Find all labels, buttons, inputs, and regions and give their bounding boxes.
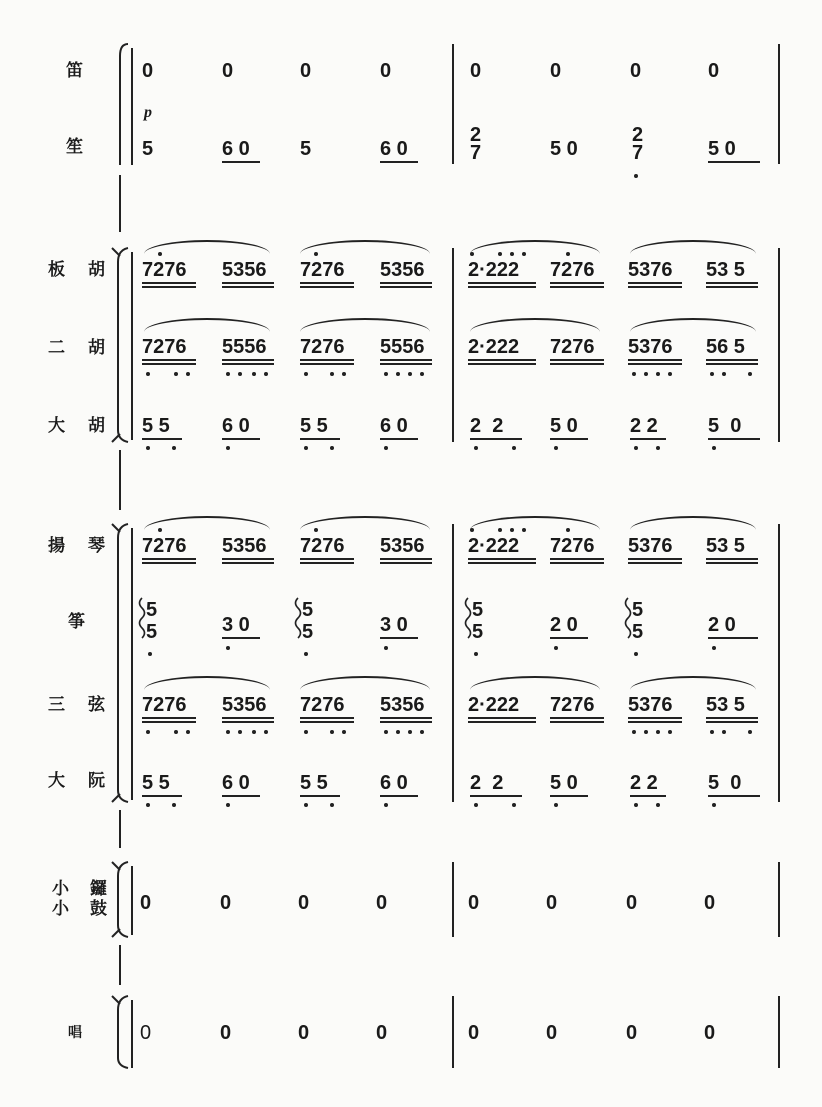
low-dot bbox=[330, 730, 334, 734]
low-dot bbox=[384, 730, 388, 734]
low-dot bbox=[148, 652, 152, 656]
label-di: 笛 bbox=[66, 61, 83, 81]
double-underline bbox=[142, 717, 196, 723]
note-daruan-3: 5 5 bbox=[300, 772, 328, 794]
note-sanxian-8: 53 5 bbox=[706, 694, 745, 716]
note-zheng-8: 2 0 bbox=[708, 614, 736, 636]
note-sheng-5: 2 7 bbox=[470, 124, 482, 164]
low-dot bbox=[634, 652, 638, 656]
note-dahu-5: 2 2 bbox=[470, 415, 504, 437]
underline bbox=[222, 637, 260, 639]
underline bbox=[380, 795, 418, 797]
low-dot bbox=[384, 646, 388, 650]
note-yangqin-1: 7276 bbox=[142, 535, 187, 557]
low-dot bbox=[396, 730, 400, 734]
note-daruan-4: 6 0 bbox=[380, 772, 408, 794]
label-dahu-2: 胡 bbox=[88, 416, 105, 436]
low-dot bbox=[252, 730, 256, 734]
low-dot bbox=[146, 803, 150, 807]
low-dot bbox=[554, 646, 558, 650]
note-yangqin-6: 7276 bbox=[550, 535, 595, 557]
low-dot bbox=[474, 652, 478, 656]
note-sanxian-5: 2·222 bbox=[468, 694, 520, 716]
note-zheng-4: 3 0 bbox=[380, 614, 408, 636]
note-sheng-2: 6 0 bbox=[222, 138, 250, 160]
note-dahu-3: 5 5 bbox=[300, 415, 328, 437]
low-dot bbox=[656, 730, 660, 734]
underline bbox=[222, 795, 260, 797]
note-banhu-3: 7276 bbox=[300, 259, 345, 281]
low-dot bbox=[748, 730, 752, 734]
low-dot bbox=[474, 803, 478, 807]
double-underline bbox=[628, 717, 682, 723]
note-banhu-4: 5356 bbox=[380, 259, 425, 281]
note-sanxian-4: 5356 bbox=[380, 694, 425, 716]
note-chang-3: 0 bbox=[298, 1022, 310, 1044]
note-chang-4: 0 bbox=[376, 1022, 388, 1044]
note-dahu-4: 6 0 bbox=[380, 415, 408, 437]
low-dot bbox=[512, 803, 516, 807]
note-banhu-2: 5356 bbox=[222, 259, 267, 281]
note-zheng-1b: 5 bbox=[146, 621, 158, 643]
note-sanxian-6: 7276 bbox=[550, 694, 595, 716]
note-sheng-3: 5 bbox=[300, 138, 312, 160]
note-zheng-1a: 5 bbox=[146, 599, 158, 621]
note-perc-4: 0 bbox=[376, 892, 388, 914]
low-dot bbox=[712, 803, 716, 807]
note-zheng-7b: 5 bbox=[632, 621, 644, 643]
low-dot bbox=[172, 803, 176, 807]
low-dot bbox=[238, 730, 242, 734]
low-dot bbox=[304, 652, 308, 656]
label-xiaogu-2: 鼓 bbox=[90, 899, 107, 919]
underline bbox=[300, 795, 340, 797]
note-dahu-2: 6 0 bbox=[222, 415, 250, 437]
double-underline bbox=[468, 717, 536, 723]
underline bbox=[550, 637, 588, 639]
note-daruan-2: 6 0 bbox=[222, 772, 250, 794]
note-zheng-3a: 5 bbox=[302, 599, 314, 621]
label-erhu-2: 胡 bbox=[88, 338, 105, 358]
note-sheng-7: 2 7 bbox=[632, 124, 644, 164]
note-erhu-8: 56 5 bbox=[706, 336, 745, 358]
note-chang-6: 0 bbox=[546, 1022, 558, 1044]
note-sanxian-2: 5356 bbox=[222, 694, 267, 716]
note-daruan-6: 5 0 bbox=[550, 772, 578, 794]
note-perc-3: 0 bbox=[298, 892, 310, 914]
underline bbox=[380, 637, 418, 639]
low-dot bbox=[264, 730, 268, 734]
note-erhu-7: 5376 bbox=[628, 336, 673, 358]
label-daruan-1: 大 bbox=[48, 771, 65, 791]
double-underline bbox=[380, 717, 432, 723]
label-xiaoluo-2: 鑼 bbox=[90, 879, 107, 899]
label-yangqin-1: 揚 bbox=[48, 536, 65, 556]
note-sheng-1: 5 bbox=[142, 138, 154, 160]
label-chang: 唱 bbox=[68, 1025, 82, 1041]
low-dot bbox=[226, 803, 230, 807]
note-yangqin-2: 5356 bbox=[222, 535, 267, 557]
note-chang-5: 0 bbox=[468, 1022, 480, 1044]
note-banhu-6: 7276 bbox=[550, 259, 595, 281]
note-di-3: 0 bbox=[300, 60, 312, 82]
low-dot bbox=[712, 646, 716, 650]
low-dot bbox=[668, 730, 672, 734]
label-daruan-2: 阮 bbox=[88, 771, 105, 791]
low-dot bbox=[330, 803, 334, 807]
low-dot bbox=[656, 803, 660, 807]
double-underline bbox=[300, 717, 354, 723]
label-banhu-1: 板 bbox=[48, 260, 65, 280]
note-perc-1: 0 bbox=[140, 892, 152, 914]
low-dot bbox=[722, 730, 726, 734]
note-erhu-5: 2·222 bbox=[468, 336, 520, 358]
note-erhu-6: 7276 bbox=[550, 336, 595, 358]
low-dot bbox=[554, 803, 558, 807]
note-di-1: 0 bbox=[142, 60, 154, 82]
note-sanxian-3: 7276 bbox=[300, 694, 345, 716]
low-dot bbox=[226, 730, 230, 734]
note-sheng-8: 5 0 bbox=[708, 138, 736, 160]
note-erhu-2: 5556 bbox=[222, 336, 267, 358]
low-dot bbox=[304, 803, 308, 807]
note-banhu-8: 53 5 bbox=[706, 259, 745, 281]
note-sanxian-1: 7276 bbox=[142, 694, 187, 716]
low-dot bbox=[420, 730, 424, 734]
note-di-8: 0 bbox=[708, 60, 720, 82]
note-yangqin-5: 2·222 bbox=[468, 535, 520, 557]
underline bbox=[708, 795, 760, 797]
note-daruan-1: 5 5 bbox=[142, 772, 170, 794]
low-dot bbox=[408, 730, 412, 734]
label-erhu-1: 二 bbox=[48, 338, 65, 358]
label-dahu-1: 大 bbox=[48, 416, 65, 436]
label-sanxian-1: 三 bbox=[48, 695, 65, 715]
note-dahu-6: 5 0 bbox=[550, 415, 578, 437]
low-dot bbox=[186, 730, 190, 734]
note-dahu-1: 5 5 bbox=[142, 415, 170, 437]
note-daruan-5: 2 2 bbox=[470, 772, 504, 794]
label-xiaogu-1: 小 bbox=[52, 899, 69, 919]
note-zheng-2: 3 0 bbox=[222, 614, 250, 636]
note-di-6: 0 bbox=[550, 60, 562, 82]
dynamic-marking: p bbox=[144, 104, 152, 121]
underline bbox=[142, 795, 182, 797]
underline bbox=[708, 637, 758, 639]
note-sheng-4: 6 0 bbox=[380, 138, 408, 160]
note-chang-7: 0 bbox=[626, 1022, 638, 1044]
note-daruan-7: 2 2 bbox=[630, 772, 658, 794]
note-perc-8: 0 bbox=[704, 892, 716, 914]
note-chang-2: 0 bbox=[220, 1022, 232, 1044]
low-dot bbox=[644, 730, 648, 734]
low-dot bbox=[632, 730, 636, 734]
label-banhu-2: 胡 bbox=[88, 260, 105, 280]
note-yangqin-3: 7276 bbox=[300, 535, 345, 557]
note-zheng-7a: 5 bbox=[632, 599, 644, 621]
low-dot bbox=[146, 730, 150, 734]
note-banhu-7: 5376 bbox=[628, 259, 673, 281]
note-zheng-5a: 5 bbox=[472, 599, 484, 621]
note-yangqin-7: 5376 bbox=[628, 535, 673, 557]
note-zheng-6: 2 0 bbox=[550, 614, 578, 636]
note-erhu-1: 7276 bbox=[142, 336, 187, 358]
note-chang-1: 0 bbox=[140, 1022, 152, 1044]
note-yangqin-4: 5356 bbox=[380, 535, 425, 557]
note-sanxian-7: 5376 bbox=[628, 694, 673, 716]
note-sheng-6: 5 0 bbox=[550, 138, 578, 160]
low-dot bbox=[710, 730, 714, 734]
low-dot bbox=[634, 803, 638, 807]
underline bbox=[550, 795, 588, 797]
double-underline bbox=[706, 717, 758, 723]
note-banhu-1: 7276 bbox=[142, 259, 187, 281]
note-dahu-8: 5 0 bbox=[708, 415, 742, 437]
note-chang-8: 0 bbox=[704, 1022, 716, 1044]
label-sheng: 笙 bbox=[66, 137, 83, 157]
label-yangqin-2: 琴 bbox=[88, 536, 105, 556]
double-underline bbox=[222, 717, 274, 723]
underline bbox=[470, 795, 522, 797]
note-perc-7: 0 bbox=[626, 892, 638, 914]
note-perc-5: 0 bbox=[468, 892, 480, 914]
low-dot bbox=[342, 730, 346, 734]
note-di-4: 0 bbox=[380, 60, 392, 82]
note-di-7: 0 bbox=[630, 60, 642, 82]
note-perc-6: 0 bbox=[546, 892, 558, 914]
note-zheng-5b: 5 bbox=[472, 621, 484, 643]
note-yangqin-8: 53 5 bbox=[706, 535, 745, 557]
low-dot bbox=[384, 803, 388, 807]
label-sanxian-2: 弦 bbox=[88, 695, 105, 715]
note-erhu-3: 7276 bbox=[300, 336, 345, 358]
note-erhu-4: 5556 bbox=[380, 336, 425, 358]
label-xiaoluo-1: 小 bbox=[52, 879, 69, 899]
low-dot bbox=[226, 646, 230, 650]
note-daruan-8: 5 0 bbox=[708, 772, 742, 794]
note-perc-2: 0 bbox=[220, 892, 232, 914]
note-di-2: 0 bbox=[222, 60, 234, 82]
low-dot bbox=[174, 730, 178, 734]
low-dot bbox=[304, 730, 308, 734]
note-di-5: 0 bbox=[470, 60, 482, 82]
note-banhu-5: 2·222 bbox=[468, 259, 520, 281]
note-dahu-7: 2 2 bbox=[630, 415, 658, 437]
note-zheng-3b: 5 bbox=[302, 621, 314, 643]
label-zheng: 筝 bbox=[68, 612, 85, 632]
double-underline bbox=[550, 717, 604, 723]
underline bbox=[630, 795, 666, 797]
